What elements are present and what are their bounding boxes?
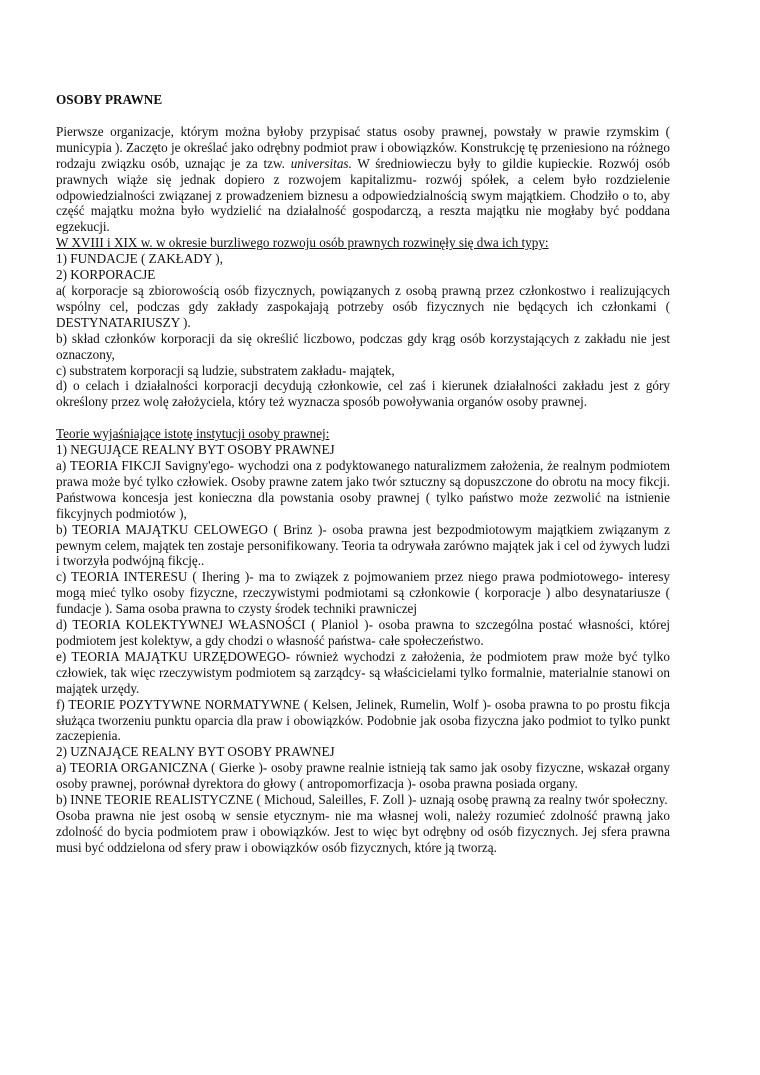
- types-line-1: 1) FUNDACJE ( ZAKŁADY ),: [56, 251, 223, 267]
- intro-text-part-2: W średniowieczu były to gildie kupieckie. Rozwój osób prawnych wiąże się jednak dopiero z rozwojem kapitalizmu- rozwój spółek, a celem było rozdzielenie odpowiedzialności związanej z prowadzeniem biznesu a odpowiedzialnością swym majątkiem. Chodziło o to, aby część majątku można było wydzielić na działalność gospodarczą, a reszta majątku nie mogłaby być poddana egzekucji.: [56, 155, 670, 235]
- theories-line-4: c) TEORIA INTERESU ( Ihering )- ma to związek z pojmowaniem przez niego prawa podmiotowego- interesy mogą mieć tylko osoby fizyczne, rzeczywistymi podmiotami są członkowie ( korporacje ) albo desynatariusze ( fundacje ). Sama osoba prawna to czysty środek techniki prawniczej: [56, 569, 670, 617]
- intro-text-italic: universitas.: [290, 155, 352, 171]
- theories-line-1: 1) NEGUJĄCE REALNY BYT OSOBY PRAWNEJ: [56, 442, 335, 458]
- types-line-4: b) skład członków korporacji da się określić liczbowo, podczas gdy krąg osób korzystających z zakładu nie jest oznaczony,: [56, 330, 670, 362]
- section-spacer: [56, 410, 670, 426]
- intro-text-part-1: Pierwsze organizacje, którym można byłoby przypisać status osoby prawnej, powstały w prawie rzymskim ( municypia ). Zaczęto je określać jako odrębny podmiot praw i obowiązków. Konstrukcję tę przeniesiono na różnego rodzaju związku osób, uznając je za tzw.: [56, 123, 670, 171]
- intro-paragraph: [56, 124, 670, 235]
- types-line-2: 2) KORPORACJE: [56, 267, 156, 283]
- theories-line-3: b) TEORIA MAJĄTKU CELOWEGO ( Brinz )- osoba prawna jest bezpodmiotowym majątkiem związanym z pewnym celem, majątek ten zostaje personifikowany. Teoria ta odrywała zarówno majątek jak i cel od żywych ludzi i tworzyła podwójną fikcję..: [56, 521, 670, 569]
- document-title: OSOBY PRAWNE: [56, 92, 163, 107]
- theories-line-2: a) TEORIA FIKCJI Savigny'ego- wychodzi ona z podyktowanego naturalizmem założenia, że realnym podmiotem prawa może być tylko człowiek. Osoby prawne zatem jako twór sztuczny są dopuszczone do obrotu na mocy fikcji. Państwowa koncesja jest konieczna dla powstania osoby prawnej ( tylko państwo może zezwolić na istnienie fikcyjnych podmiotów ),: [56, 458, 670, 521]
- types-heading: W XVIII i XIX w. w okresie burzliwego rozwoju osób prawnych rozwinęły się dwa ich typy:: [56, 235, 549, 251]
- document-page: [56, 92, 670, 856]
- theories-line-5: d) TEORIA KOLEKTYWNEJ WŁASNOŚCI ( Planiol )- osoba prawna to szczególna postać własności, której podmiotem jest kolektyw, a gdy chodzi o własność państwa- całe społeczeństwo.: [56, 617, 670, 648]
- theories-line-10: b) INNE TEORIE REALISTYCZNE ( Michoud, Saleilles, F. Zoll )- uznają osobę prawną za realny twór społeczny.: [56, 792, 668, 808]
- types-line-6: d) o celach i działalności korporacji decydują członkowie, cel zaś i kierunek działalności zakładu jest z góry określony przez wolę założyciela, który też wyznacza sposób powoływania organów osoby prawnej.: [56, 378, 670, 410]
- theories-line-6: e) TEORIA MAJĄTKU URZĘDOWEGO- również wychodzi z założenia, że podmiotem praw może być tylko człowiek, tak więc rzeczywistym podmiotem są zarządcy- są właścicielami tylko formalnie, materialnie stanowi on majątek urzędy.: [56, 648, 670, 696]
- theories-heading: Teorie wyjaśniające istotę instytucji osoby prawnej:: [56, 426, 330, 442]
- types-line-5: c) substratem korporacji są ludzie, substratem zakładu- majątek,: [56, 362, 395, 378]
- theories-line-7: f) TEORIE POZYTYWNE NORMATYWNE ( Kelsen, Jelinek, Rumelin, Wolf )- osoba prawna to po prostu fikcja służąca tworzeniu punktu oparcia dla praw i obowiązków. Podobnie jak osoba fizyczna jako podmiot to tylko punkt zaczepienia.: [56, 696, 670, 744]
- theories-line-9: a) TEORIA ORGANICZNA ( Gierke )- osoby prawne realnie istnieją tak samo jak osoby fizyczne, wskazał organy osoby prawnej, porównał dyrektora do głowy ( antropomorfizacja )- osoba prawna posiada organy.: [56, 760, 670, 792]
- theories-line-11: Osoba prawna nie jest osobą w sensie etycznym- nie ma własnej woli, należy rozumieć zdolność prawną jako zdolność do bycia podmiotem praw i obowiązków. Jest to więc byt odrębny od osób fizycznych. Jej sfera prawna musi być oddzielona od sfery praw i obowiązków osób fizycznych, które ją tworzą.: [56, 807, 670, 855]
- theories-line-8: 2) UZNAJĄCE REALNY BYT OSOBY PRAWNEJ: [56, 744, 335, 760]
- types-line-3: a( korporacje są zbiorowością osób fizycznych, powiązanych z osobą prawną przez członkostwo i realizujących wspólny cel, podczas gdy zakłady zaspokajają potrzeby osób fizycznych nie będących ich członkami ( DESTYNATARIUSZY ).: [56, 282, 670, 330]
